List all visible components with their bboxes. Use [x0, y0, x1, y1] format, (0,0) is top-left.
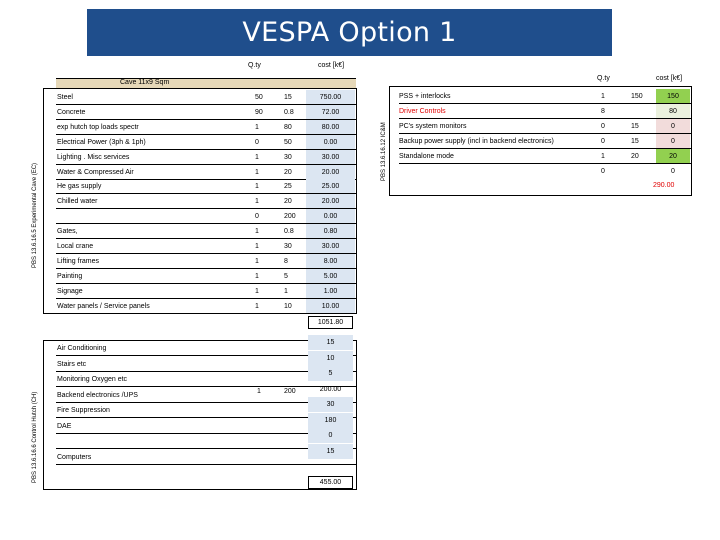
- control-item-cost: 15: [308, 335, 353, 350]
- cave-item-name: exp hutch top loads spectr: [57, 123, 139, 131]
- cave-item-unit: 1: [284, 287, 288, 295]
- icm-item-name: Driver Controls: [399, 108, 446, 115]
- cave-item-name: Steel: [57, 94, 73, 101]
- cave-item-qty: 1: [255, 123, 259, 131]
- cave-item-qty: 1: [255, 153, 259, 161]
- cave-item-unit: 25: [284, 183, 292, 191]
- icm-item-cost: 80: [656, 104, 690, 119]
- control-item-cost: 30: [308, 397, 353, 412]
- cave-item-cost: 80.00: [306, 120, 355, 135]
- icm-item-name: Standalone mode: [399, 153, 454, 160]
- cave-item-qty: 0: [255, 213, 259, 221]
- control-unit: 200: [284, 388, 296, 395]
- control-item-cost: 200.00: [319, 385, 342, 393]
- icm-section-label: PBS 13.6.16.12 IC&M: [381, 122, 387, 181]
- cave-item-unit: 0.8: [284, 228, 294, 236]
- cave-header-label: Cave 11x9 Sqm: [120, 79, 170, 86]
- qty-header: Q.ty: [248, 62, 261, 69]
- icm-item-cost: 0: [671, 168, 675, 175]
- cave-item-unit: 8: [284, 257, 288, 265]
- row-divider: [56, 464, 356, 465]
- icm-item-name: Backup power supply (incl in backend electronics): [399, 138, 554, 145]
- control-item-name: Air Conditioning: [57, 345, 107, 352]
- page-title: VESPA Option 1: [87, 9, 612, 56]
- icm-item-cost: 150: [656, 89, 690, 104]
- cave-item-cost: 20.00: [306, 165, 355, 180]
- cave-item-cost: 0.00: [306, 135, 355, 150]
- cave-item-unit: 15: [284, 94, 292, 101]
- icm-cost-header: cost [k€]: [656, 75, 683, 82]
- control-section-label: PBS 13.6.16.6 Control Hutch (CH): [32, 391, 38, 483]
- cave-item-qty: 90: [255, 108, 263, 116]
- control-item-name: Backend electronics /UPS: [57, 391, 138, 399]
- cave-item-cost: 0.00: [306, 209, 355, 224]
- cave-item-qty: 1: [255, 198, 259, 206]
- icm-item-cost: 0: [656, 134, 690, 149]
- cave-item-qty: 1: [255, 228, 259, 236]
- cave-total: 1051.80: [308, 316, 353, 329]
- control-item-name: Fire Suppression: [57, 407, 110, 414]
- cave-item-cost: 30.00: [306, 239, 355, 254]
- cave-item-name: Lighting . Misc services: [57, 153, 130, 161]
- control-item-name: Computers: [57, 453, 92, 461]
- cave-item-cost: 72.00: [306, 105, 355, 120]
- control-item-cost: 0: [308, 428, 353, 443]
- control-item-cost: 10: [308, 351, 353, 366]
- cost-header: cost [k€]: [318, 62, 345, 69]
- cave-item-qty: 1: [255, 287, 259, 295]
- cave-item-unit: 5: [284, 272, 288, 280]
- cave-item-cost: 8.00: [306, 254, 355, 269]
- cave-item-unit: 30: [284, 153, 292, 161]
- cave-item-cost: 1.00: [306, 284, 355, 299]
- cave-item-unit: 0.8: [284, 108, 294, 116]
- cave-item-cost: 25.00: [306, 179, 355, 194]
- cave-item-cost: 10.00: [306, 299, 355, 314]
- cave-item-qty: 1: [255, 257, 259, 265]
- cave-item-name: Chilled water: [57, 198, 98, 206]
- cave-item-name: Water panels / Service panels: [57, 302, 150, 310]
- cave-item-cost: 750.00: [306, 90, 355, 105]
- row-divider: [399, 163, 691, 164]
- control-item-name: DAE: [57, 422, 72, 430]
- cave-item-unit: 20: [284, 168, 292, 176]
- icm-item-name: PSS + interlocks: [399, 93, 451, 100]
- cave-item-unit: 200: [284, 213, 296, 221]
- icm-top-rule: [389, 86, 692, 87]
- icm-item-cost: 0: [656, 119, 690, 134]
- cave-item-qty: 1: [255, 302, 259, 310]
- icm-item-name: PC's system monitors: [399, 123, 467, 130]
- cave-item-cost: 30.00: [306, 150, 355, 165]
- cave-item-name: Gates,: [57, 228, 78, 236]
- cave-item-name: Water & Compressed Air: [57, 168, 134, 176]
- icm-item-unit: 15: [631, 123, 639, 130]
- icm-item-qty: 8: [601, 108, 605, 115]
- cave-item-name: Concrete: [57, 108, 86, 116]
- cave-item-qty: 1: [255, 272, 259, 280]
- control-item-cost: 5: [308, 366, 353, 381]
- icm-item-qty: 1: [601, 93, 605, 100]
- icm-item-qty: 0: [601, 123, 605, 130]
- cave-item-name: Lifting frames: [57, 257, 100, 265]
- cave-item-name: Painting: [57, 272, 83, 280]
- cave-item-name: Local crane: [57, 243, 94, 250]
- icm-item-unit: 15: [631, 138, 639, 145]
- cave-item-qty: 0: [255, 138, 259, 146]
- cave-section-label: PBS 13.6.16.5 Experimental Cave (EC): [32, 162, 38, 268]
- row-divider: [56, 313, 356, 314]
- control-item-name: Monitoring Oxygen etc: [57, 376, 128, 383]
- control-item-cost: 15: [308, 444, 353, 459]
- control-total: 455.00: [308, 476, 353, 489]
- control-qty: 1: [257, 388, 261, 395]
- cave-item-cost: 20.00: [306, 194, 355, 209]
- control-item-name: Stairs etc: [57, 360, 87, 368]
- cave-item-unit: 80: [284, 123, 292, 131]
- icm-item-qty: 0: [601, 138, 605, 145]
- icm-item-unit: 150: [631, 93, 643, 100]
- cave-item-name: Electrical Power (3ph & 1ph): [57, 138, 146, 146]
- icm-item-qty: 0: [601, 168, 605, 175]
- icm-item-cost: 20: [656, 149, 690, 164]
- cave-item-qty: 1: [255, 243, 259, 250]
- control-item-cost: 180: [308, 413, 353, 428]
- icm-total: 290.00: [653, 182, 675, 189]
- cave-item-cost: 0.80: [306, 224, 355, 239]
- cave-item-unit: 10: [284, 302, 292, 310]
- icm-item-unit: 20: [631, 153, 639, 160]
- cave-item-name: Signage: [57, 287, 83, 295]
- cave-item-cost: 5.00: [306, 269, 355, 284]
- cave-item-qty: 1: [255, 168, 259, 176]
- cave-item-unit: 30: [284, 243, 292, 250]
- cave-item-unit: 50: [284, 138, 292, 146]
- cave-item-name: He gas supply: [57, 183, 102, 191]
- icm-qty-header: Q.ty: [597, 75, 610, 82]
- cave-item-qty: 50: [255, 94, 263, 101]
- cave-item-qty: 1: [255, 183, 259, 191]
- cave-item-unit: 20: [284, 198, 292, 206]
- icm-item-qty: 1: [601, 153, 605, 160]
